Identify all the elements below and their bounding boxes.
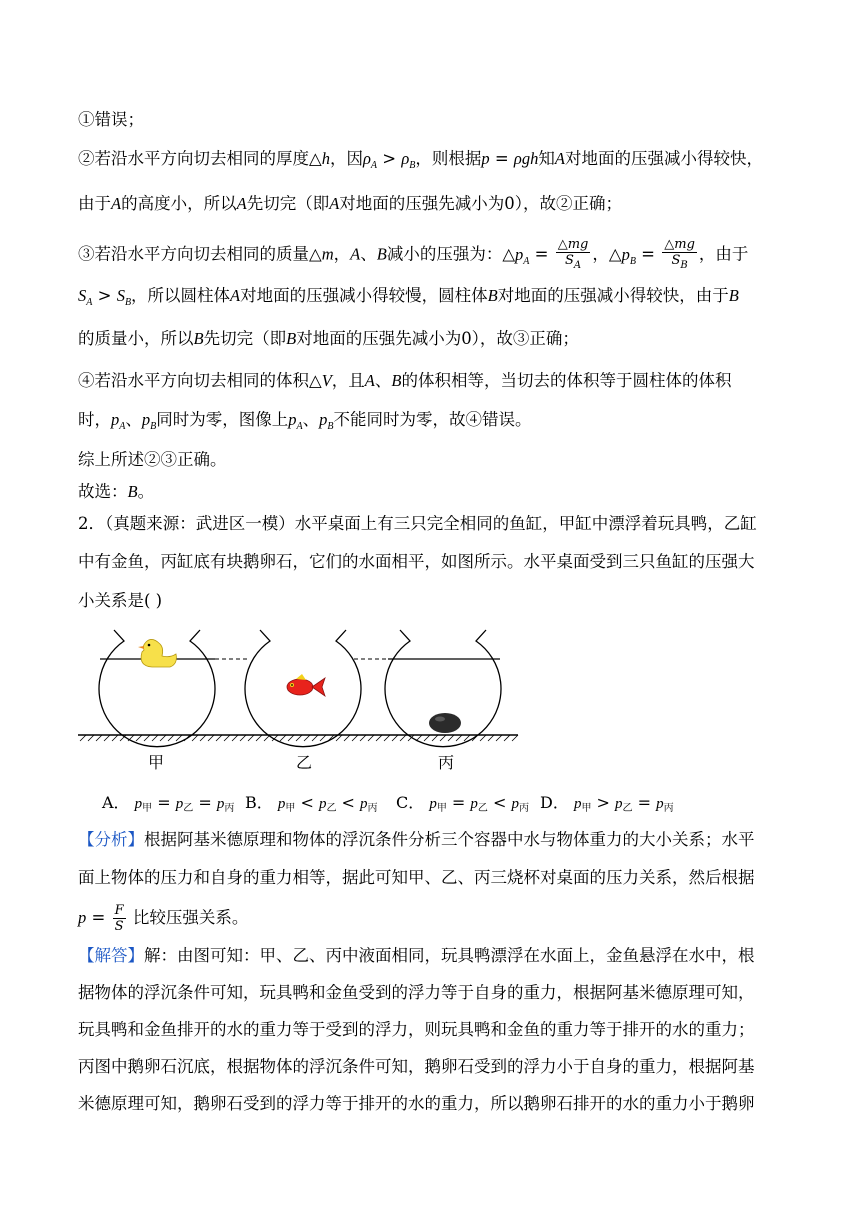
fish-tanks-figure: [78, 622, 523, 774]
answer-tag: 【解答】: [78, 946, 144, 965]
analysis-line-3: p = $\frac{F}{S}$ 比较压强关系。: [78, 903, 249, 934]
solution-line-7: ④若沿水平方向切去相同的体积△V，且A、B的体积相等，当切去的体积等于圆柱体的体积: [78, 371, 732, 390]
label-jia: 甲: [148, 753, 165, 772]
option-a[interactable]: A． $p_甲 = p_乙 = p_丙$: [102, 793, 235, 814]
analysis-tag: 【分析】: [78, 830, 144, 849]
question-2-line-2: 中有金鱼，丙缸底有块鹅卵石，它们的水面相平，如图所示。水平桌面受到三只鱼缸的压强大: [78, 552, 755, 571]
solution-line-5: $S_A > S_B$，所以圆柱体A对地面的压强减小得较慢，圆柱体B对地面的压强减小得较快，由于B: [78, 286, 739, 308]
goldfish-icon: [287, 674, 325, 696]
solution-line-4: ③若沿水平方向切去相同的质量△m，A、B减小的压强为：$\triangle p_A$ = $\frac{\triangle mg}{S_A}$ ，$\triangle p_B$ = $\frac{\triangle mg}{S_B}$ ，由于: [78, 237, 749, 271]
answer-line-2: 据物体的浮沉条件可知，玩具鸭和金鱼受到的浮力等于自身的重力，根据阿基米德原理可知，: [78, 983, 755, 1002]
solution-line-3: 由于A的高度小，所以A先切完（即A对地面的压强先减小为0），故②正确；: [78, 194, 623, 213]
answer-line-3: 玩具鸭和金鱼排开的水的重力等于受到的浮力，则玩具鸭和金鱼的重力等于排开的水的重力；: [78, 1020, 755, 1039]
label-bing: 丙: [438, 753, 455, 772]
solution-line-6: 的质量小，所以B先切完（即B对地面的压强先减小为0），故③正确；: [78, 329, 579, 348]
solution-line-1: ①错误；: [78, 110, 144, 129]
option-d[interactable]: D． $p_甲 > p_乙 = p_丙$: [540, 793, 674, 814]
answer-line-1: 【解答】解：由图可知：甲、乙、丙中液面相同，玩具鸭漂浮在水面上，金鱼悬浮在水中，根: [78, 946, 755, 965]
question-2-line-3: 小关系是( ): [78, 591, 163, 610]
label-yi: 乙: [296, 753, 313, 772]
option-b[interactable]: B． $p_甲 < p_乙 < p_丙$: [245, 793, 378, 814]
answer-line-5: 米德原理可知，鹅卵石受到的浮力等于排开的水的重力，所以鹅卵石排开的水的重力小于鹅卵: [78, 1094, 755, 1113]
answer-line-4: 丙图中鹅卵石沉底，根据物体的浮沉条件可知，鹅卵石受到的浮力小于自身的重力，根据阿基: [78, 1057, 755, 1076]
analysis-line-1: 【分析】根据阿基米德原理和物体的浮沉条件分析三个容器中水与物体重力的大小关系；水平: [78, 830, 755, 849]
solution-line-9: 综上所述②③正确。: [78, 450, 227, 469]
solution-line-8: 时，$p_A$、$p_B$同时为零，图像上$p_A$、$p_B$不能同时为零，故④错误。: [78, 410, 532, 432]
solution-line-10: 故选：B。: [78, 482, 155, 501]
analysis-line-2: 面上物体的压力和自身的重力相等，据此可知甲、乙、丙三烧杯对桌面的压力关系，然后根据: [78, 868, 755, 887]
option-c[interactable]: C． $p_甲 = p_乙 < p_丙$: [396, 793, 529, 814]
solution-line-2: ②若沿水平方向切去相同的厚度△h，因$\rho_A > \rho_B$，则根据p = ρgh知A对地面的压强减小得较快，: [78, 149, 763, 171]
toy-duck-icon: [138, 639, 176, 667]
pebble-icon: [429, 713, 461, 733]
question-2-line-1: 2．（真题来源：武进区一模）水平桌面上有三只完全相同的鱼缸，甲缸中漂浮着玩具鸭，乙缸: [78, 514, 757, 533]
